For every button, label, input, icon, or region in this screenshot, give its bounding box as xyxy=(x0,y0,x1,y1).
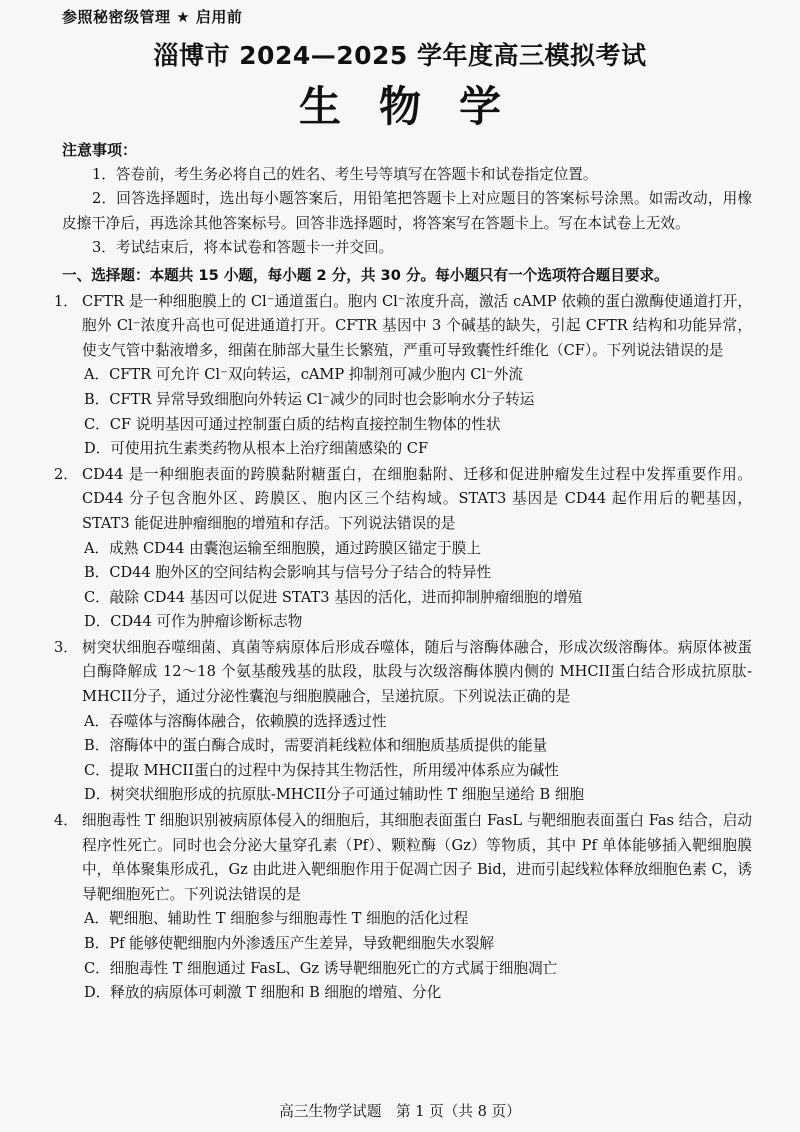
option-c[interactable]: C．敲除 CD44 基因可以促进 STAT3 基因的活化，进而抑制肿瘤细胞的增殖 xyxy=(84,588,583,606)
question-stem: 细胞毒性 T 细胞识别被病原体侵入的细胞后，其细胞表面蛋白 FasL 与靶细胞表面蛋白 Fas 结合，启动程序性死亡。同时也会分泌大量穿孔素（Pf）、颗粒酶（Gz）等物质，其中 Pf 单体能够插入靶细胞膜中，单体聚集形成孔，Gz 由此进入靶细胞作用于促凋亡因子 Bid，进而引起线粒体释放细胞色素 C，诱导靶细胞死亡。下列说法错误的是 xyxy=(82,812,752,903)
option-c[interactable]: C．细胞毒性 T 细胞通过 FasL、Gz 诱导靶细胞死亡的方式属于细胞凋亡 xyxy=(84,959,558,977)
option-b[interactable]: B．Pf 能够使靶细胞内外渗透压产生差异，导致靶细胞失水裂解 xyxy=(84,935,495,952)
question-2-options xyxy=(62,537,752,635)
option-b[interactable]: B．CD44 胞外区的空间结构会影响其与信号分子结合的特异性 xyxy=(84,564,492,582)
question-number: 2． xyxy=(54,465,78,483)
exam-content xyxy=(54,138,752,1006)
option-d[interactable]: D．树突状细胞形成的抗原肽-MHCII分子可通过辅助性 T 细胞呈递给 B 细胞 xyxy=(84,786,585,804)
notice-block xyxy=(62,138,752,261)
option-b[interactable]: B．CFTR 异常导致细胞向外转运 Cl⁻减少的同时也会影响水分子转运 xyxy=(84,390,535,408)
question-stem: CFTR 是一种细胞膜上的 Cl⁻通道蛋白。胞内 Cl⁻浓度升高，激活 cAMP 依赖的蛋白激酶使通道打开，胞外 Cl⁻浓度升高也可促进通道打开。CFTR 基因中 3 个碱基的缺失，引起 CFTR 结构和功能异常，使支气管中黏液增多，细菌在肺部大量生长繁殖，严重可导致囊性纤维化（CF）。下列说法错误的是 xyxy=(82,292,752,359)
notice-heading: 注意事项： xyxy=(62,141,138,159)
option-c[interactable]: C．提取 MHCII蛋白的过程中为保持其生物活性，所用缓冲体系应为碱性 xyxy=(84,761,559,779)
option-a[interactable]: A．吞噬体与溶酶体融合，依赖膜的选择透过性 xyxy=(84,712,387,730)
section-heading: 一、选择题：本题共 15 小题，每小题 2 分，共 30 分。每小题只有一个选项符合题目要求。 xyxy=(62,266,669,284)
page-footer: 高三生物学试题 第 1 页（共 8 页） xyxy=(279,1103,521,1120)
question-number: 1． xyxy=(54,292,78,310)
question-number: 3． xyxy=(54,638,78,656)
option-a[interactable]: A．靶细胞、辅助性 T 细胞参与细胞毒性 T 细胞的活化过程 xyxy=(84,910,469,928)
question-1-options xyxy=(62,363,752,461)
question-4-options xyxy=(62,907,752,1005)
option-d[interactable]: D．释放的病原体可刺激 T 细胞和 B 细胞的增殖、分化 xyxy=(84,984,442,1002)
notice-item: 3．考试结束后，将本试卷和答题卡一并交回。 xyxy=(92,239,394,257)
option-a[interactable]: A．成熟 CD44 由囊泡运输至细胞膜，通过跨膜区锚定于膜上 xyxy=(84,539,481,557)
question-2 xyxy=(54,463,752,537)
question-stem: CD44 是一种细胞表面的跨膜黏附糖蛋白，在细胞黏附、迁移和促进肿瘤发生过程中发挥重要作用。CD44 分子包含胞外区、跨膜区、胞内区三个结构域。STAT3 基因是 CD44 起作用后的靶基因，STAT3 能促进肿瘤细胞的增殖和存活。下列说法错误的是 xyxy=(82,465,752,532)
option-a[interactable]: A．CFTR 可允许 Cl⁻双向转运，cAMP 抑制剂可减少胞内 Cl⁻外流 xyxy=(84,366,523,384)
question-3 xyxy=(54,636,752,710)
question-1 xyxy=(54,290,752,364)
option-d[interactable]: D．可使用抗生素类药物从根本上治疗细菌感染的 CF xyxy=(84,440,429,458)
option-d[interactable]: D．CD44 可作为肿瘤诊断标志物 xyxy=(84,613,303,631)
question-3-options xyxy=(62,710,752,808)
exam-title: 淄博市 2024—2025 学年度高三模拟考试 xyxy=(153,41,647,70)
notice-item: 2．回答选择题时，选出每小题答案后，用铅笔把答题卡上对应题目的答案标号涂黑。如需改动，用橡皮擦干净后，再选涂其他答案标号。回答非选择题时，将答案写在答题卡上。写在本试卷上无效。 xyxy=(62,190,752,232)
question-4 xyxy=(54,809,752,907)
subject-title: 生物学 xyxy=(298,82,539,131)
option-b[interactable]: B．溶酶体中的蛋白酶合成时，需要消耗线粒体和细胞质基质提供的能量 xyxy=(84,737,548,755)
question-number: 4． xyxy=(54,812,78,830)
notice-item: 1．答卷前，考生务必将自己的姓名、考生号等填写在答题卡和试卷指定位置。 xyxy=(92,165,598,183)
option-c[interactable]: C．CF 说明基因可通过控制蛋白质的结构直接控制生物体的性状 xyxy=(84,415,501,433)
secret-level-label: 参照秘密级管理 ★ 启用前 xyxy=(62,8,243,26)
question-stem: 树突状细胞吞噬细菌、真菌等病原体后形成吞噬体，随后与溶酶体融合，形成次级溶酶体。病原体被蛋白酶降解成 12～18 个氨基酸残基的肽段，肽段与次级溶酶体膜内侧的 MHCII蛋白结合形成抗原肽-MHCII分子，通过分泌性囊泡与细胞膜融合，呈递抗原。下列说法正确的是 xyxy=(82,638,752,706)
